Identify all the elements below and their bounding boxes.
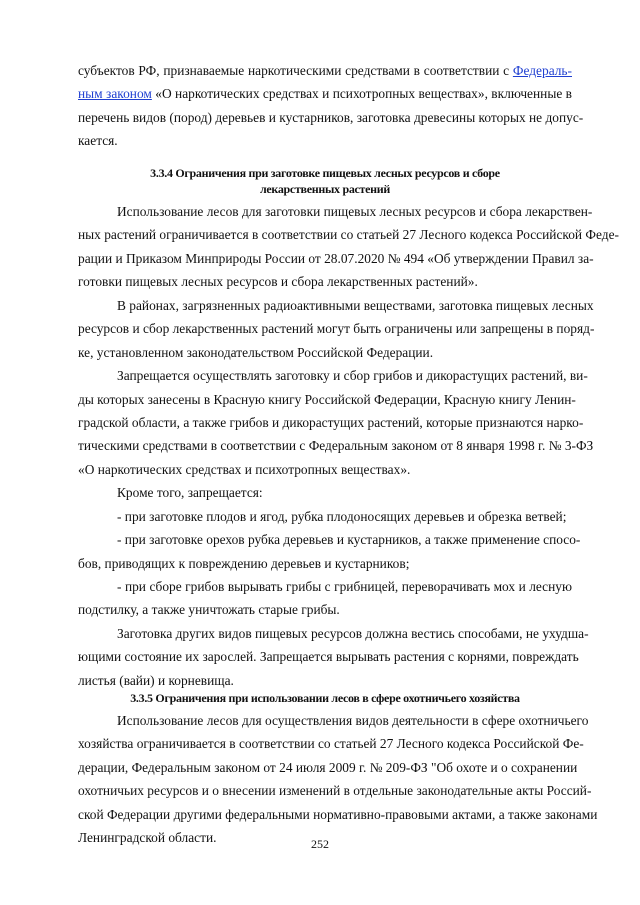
heading-line: 3.3.5 Ограничения при использовании лесов в сфере охотничьего хозяйства — [130, 691, 520, 705]
text-line: ской Федерации другими федеральными нормативно-правовыми актами, а также законами — [78, 806, 598, 822]
text-line: дерации, Федеральным законом от 24 июля 2009 г. № 209-ФЗ "Об охоте и о сохранении — [78, 759, 578, 775]
text-line: хозяйства ограничивается в соответствии со статьей 27 Лесного кодекса Российской Фе- — [78, 736, 584, 752]
text-line: Запрещается осуществлять заготовку и сбор грибов и дикорастущих растений, ви- — [117, 368, 588, 384]
text-line: ных растений ограничивается в соответствии со статьей 27 Лесного кодекса Российской Феде- — [78, 227, 619, 243]
text-line: - при сборе грибов вырывать грибы с грибницей, переворачивать мох и лесную — [117, 579, 572, 594]
text-line: - при заготовке орехов рубка деревьев и кустарников, а также применение спосо- — [117, 532, 581, 548]
text-line: ресурсов и сбор лекарственных растений могут быть ограничены или запрещены в поряд- — [78, 321, 595, 337]
section-heading-3-3-5 — [78, 690, 572, 706]
text-line: градской области, а также грибов и дикорастущих растений, которые признаются нарко- — [78, 414, 584, 430]
text-line: В районах, загрязненных радиоактивными веществами, заготовка пищевых лесных — [117, 297, 594, 313]
text-line: кается. — [78, 133, 118, 149]
text-line: рации и Приказом Минприроды России от 28.07.2020 № 494 «Об утверждении Правил за- — [78, 250, 594, 266]
text-line: Кроме того, запрещается: — [117, 485, 263, 501]
text-line: Использование лесов для осуществления видов деятельности в сфере охотничьего — [117, 713, 589, 728]
text-line: ке, установленном законодательством Российской Федерации. — [78, 344, 434, 360]
text-line — [78, 59, 572, 82]
text-line: подстилку, а также уничтожать старые грибы. — [78, 602, 340, 618]
text-line — [78, 82, 572, 105]
paragraph-continuation — [78, 59, 584, 153]
heading-line: 3.3.4 Ограничения при заготовке пищевых лесных ресурсов и сборе — [150, 166, 500, 180]
text-line: тическими средствами в соответствии с Федеральным законом от 8 января 1998 г. № 3-ФЗ — [78, 438, 594, 454]
text-line: листья (вайи) и корневища. — [78, 672, 234, 688]
section-3-3-4-body — [78, 200, 619, 692]
text-line: - при заготовке плодов и ягод, рубка плодоносящих деревьев и обрезка ветвей; — [117, 508, 567, 524]
heading-line: лекарственных растений — [259, 182, 391, 196]
text-fragment: субъектов РФ, признаваемые наркотическими средствами в соответствии с — [78, 63, 513, 78]
section-heading-3-3-4 — [78, 165, 572, 197]
text-line: охотничьих ресурсов и о внесении изменений в отдельные законодательные акты Россий- — [78, 783, 592, 799]
section-3-3-5-body — [78, 709, 598, 850]
text-line: ды которых занесены в Красную книгу Российской Федерации, Красную книгу Ленин- — [78, 391, 576, 407]
text-line: «О наркотических средствах и психотропных веществах». — [78, 461, 411, 477]
text-fragment: «О наркотических средствах и психотропных веществах», включенные в — [151, 86, 572, 102]
text-line: ющими состояние их зарослей. Запрещается вырывать растения с корнями, повреждать — [78, 649, 579, 665]
text-line: готовки пищевых лесных ресурсов и сбора лекарственных растений». — [78, 274, 478, 290]
federal-law-link-continued[interactable]: ным законом — [78, 86, 152, 102]
federal-law-link[interactable]: Федераль- — [512, 63, 572, 78]
page-number: 252 — [311, 837, 329, 851]
text-line: бов, приводящих к повреждению деревьев и кустарников; — [78, 555, 410, 571]
text-line: Заготовка других видов пищевых ресурсов должна вестись способами, не ухудша- — [117, 625, 589, 641]
text-line: Ленинградской области. — [78, 830, 217, 846]
text-line: перечень видов (пород) деревьев и кустарников, заготовка древесины которых не допус- — [78, 109, 584, 125]
text-line: Использование лесов для заготовки пищевых лесных ресурсов и сбора лекарствен- — [117, 204, 593, 219]
